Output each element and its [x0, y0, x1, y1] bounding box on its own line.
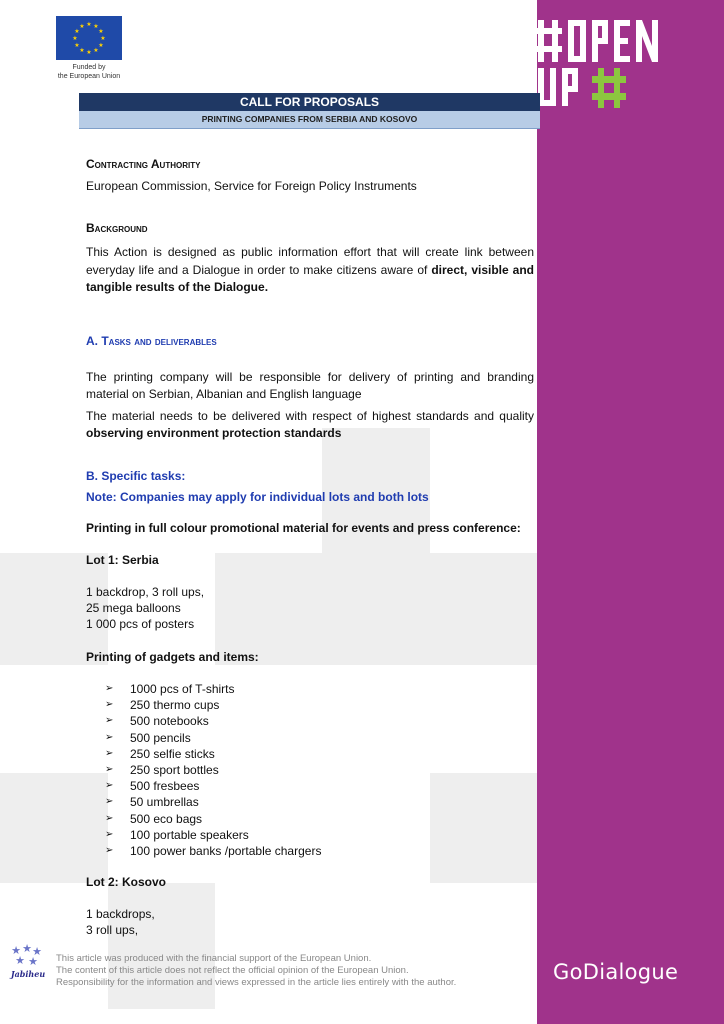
svg-text:★: ★ — [11, 944, 21, 957]
lot2-line: 1 backdrops, — [86, 907, 155, 921]
background-shape — [0, 773, 108, 883]
document-subtitle: PRINTING COMPANIES FROM SERBIA AND KOSOVO — [79, 111, 540, 129]
lot1-title: Lot 1: Serbia — [86, 553, 159, 567]
arrow-bullet-icon: ➢ — [105, 844, 114, 856]
arrow-bullet-icon: ➢ — [105, 731, 114, 743]
list-item: ➢ 250 selfie sticks — [105, 746, 215, 761]
jabiheu-label: Jabiheu — [10, 969, 46, 979]
section-b-heading: B. Specific tasks: — [86, 469, 186, 483]
lot1-line: 1 000 pcs of posters — [86, 617, 195, 631]
gadgets-list — [105, 681, 321, 859]
arrow-bullet-icon: ➢ — [105, 763, 114, 775]
list-item: ➢ 500 fresbees — [105, 779, 200, 794]
svg-text:★: ★ — [28, 955, 38, 968]
background-heading: Background — [86, 221, 148, 235]
list-item: ➢ 100 portable speakers — [105, 827, 249, 842]
contracting-heading: Contracting Authority — [86, 157, 201, 171]
printing-intro: Printing in full colour promotional material for events and press conference: — [86, 521, 521, 535]
godialogue-logo: GoDialogue — [553, 960, 679, 984]
background-text: This Action is designed as public information effort that will create link between everyday life and a Dialogue in order to make citizens aware of direct, visible and tangible results of the Dialogue. — [86, 245, 534, 294]
lot2-title: Lot 2: Kosovo — [86, 875, 166, 889]
list-item: ➢ 500 notebooks — [105, 714, 209, 729]
footer-disclaimer: This article was produced with the financial support of the European Union. The content of this article does not reflect the official opinion of the European Union. Responsibility for the information and views expressed in the article lies entirely with the author. — [56, 953, 457, 988]
gadgets-title: Printing of gadgets and items: — [86, 650, 259, 664]
svg-text:★: ★ — [72, 35, 78, 42]
section-a-para1: The printing company will be responsible for delivery of printing and branding material on Serbian, Albanian and English language — [86, 370, 534, 401]
svg-text:★: ★ — [79, 23, 85, 30]
svg-text:★: ★ — [86, 21, 92, 28]
svg-text:★: ★ — [22, 942, 32, 955]
list-item: ➢ 250 sport bottles — [105, 762, 219, 777]
list-item: ➢ 50 umbrellas — [105, 795, 199, 810]
background-shape — [108, 883, 215, 1009]
svg-text:★: ★ — [86, 49, 92, 56]
list-item: ➢ 500 pencils — [105, 730, 191, 745]
svg-text:★: ★ — [74, 28, 80, 35]
svg-text:★: ★ — [15, 954, 25, 967]
arrow-bullet-icon: ➢ — [105, 715, 114, 727]
lot1-line: 25 mega balloons — [86, 601, 181, 615]
lot1-line: 1 backdrop, 3 roll ups, — [86, 585, 205, 599]
svg-text:★: ★ — [98, 28, 104, 35]
eu-caption: Funded by the European Union — [57, 64, 121, 80]
arrow-bullet-icon: ➢ — [105, 699, 114, 711]
arrow-bullet-icon: ➢ — [105, 828, 114, 840]
section-a-para2: The material needs to be delivered with respect of highest standards and quality observing environment protection standards — [86, 409, 534, 440]
openup-logo — [536, 10, 686, 110]
svg-text:★: ★ — [93, 47, 99, 54]
document-title: CALL FOR PROPOSALS — [79, 93, 540, 111]
arrow-bullet-icon: ➢ — [105, 812, 114, 824]
arrow-bullet-icon: ➢ — [105, 683, 114, 694]
svg-text:★: ★ — [93, 23, 99, 30]
section-a-heading: A. Tasks and deliverables — [86, 334, 217, 348]
side-panel — [537, 0, 724, 1024]
list-item: ➢ 250 thermo cups — [105, 698, 220, 713]
arrow-bullet-icon: ➢ — [105, 796, 114, 808]
arrow-bullet-icon: ➢ — [105, 747, 114, 759]
contracting-text: European Commission, Service for Foreign Policy Instruments — [86, 179, 417, 193]
svg-text:★: ★ — [74, 42, 80, 49]
svg-text:★: ★ — [100, 35, 106, 42]
background-shape — [430, 773, 537, 883]
list-item: ➢ 100 power banks /portable chargers — [105, 843, 322, 858]
list-item: ➢ 1000 pcs of T-shirts — [105, 682, 235, 696]
svg-text:★: ★ — [79, 47, 85, 54]
list-item: ➢ 500 eco bags — [105, 811, 203, 826]
svg-text:★: ★ — [98, 42, 104, 49]
svg-text:★: ★ — [32, 945, 42, 958]
arrow-bullet-icon: ➢ — [105, 780, 114, 792]
eu-flag-icon — [56, 16, 122, 60]
section-b-note: Note: Companies may apply for individual lots and both lots — [86, 490, 429, 504]
lot2-line: 3 roll ups, — [86, 923, 139, 937]
